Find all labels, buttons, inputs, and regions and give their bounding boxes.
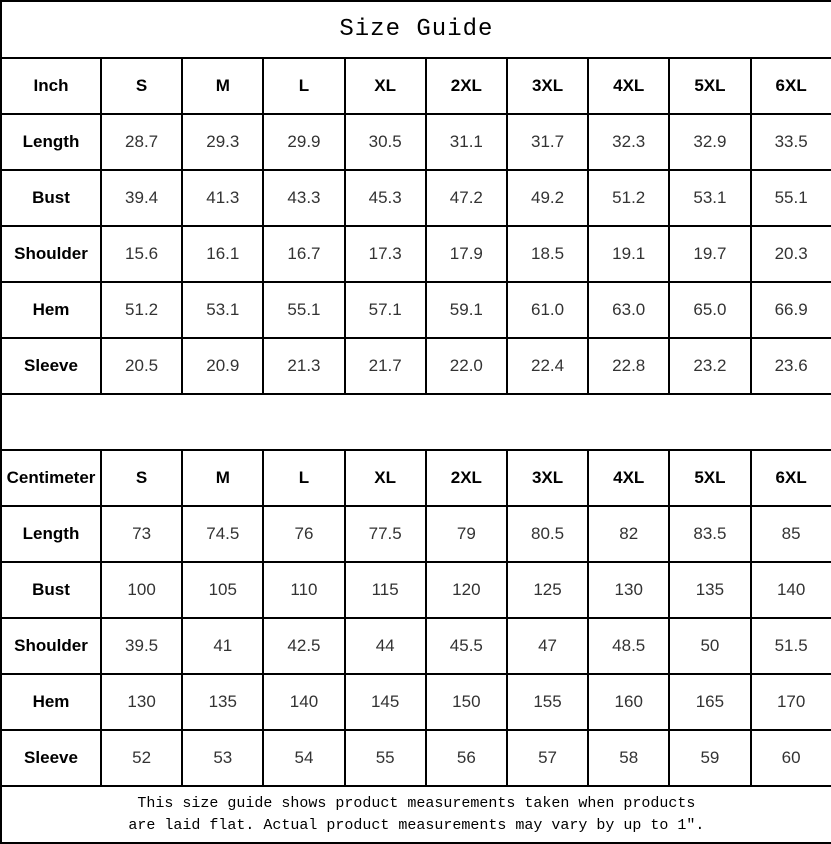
value-cell: 17.9	[426, 226, 507, 282]
row-label-cell: Bust	[1, 170, 101, 226]
value-cell: 41.3	[182, 170, 263, 226]
row-label-cell: Shoulder	[1, 226, 101, 282]
value-cell: 76	[263, 506, 344, 562]
value-cell: 77.5	[345, 506, 426, 562]
table-spacer-row	[1, 394, 831, 450]
value-cell: 115	[345, 562, 426, 618]
value-cell: 28.7	[101, 114, 182, 170]
centimeter-unit-header: Centimeter	[1, 450, 101, 506]
value-cell: 39.5	[101, 618, 182, 674]
value-cell: 45.3	[345, 170, 426, 226]
value-cell: 59.1	[426, 282, 507, 338]
value-cell: 31.1	[426, 114, 507, 170]
table-row	[1, 338, 831, 394]
value-cell: 32.3	[588, 114, 669, 170]
value-cell: 135	[669, 562, 750, 618]
value-cell: 48.5	[588, 618, 669, 674]
value-cell: 53.1	[182, 282, 263, 338]
size-header-cell: 2XL	[426, 450, 507, 506]
value-cell: 19.1	[588, 226, 669, 282]
row-label-cell: Hem	[1, 282, 101, 338]
footer-line-1: This size guide shows product measurements taken when products	[2, 793, 831, 815]
value-cell: 59	[669, 730, 750, 786]
value-cell: 47	[507, 618, 588, 674]
value-cell: 21.3	[263, 338, 344, 394]
value-cell: 165	[669, 674, 750, 730]
size-header-cell: 6XL	[751, 58, 831, 114]
value-cell: 49.2	[507, 170, 588, 226]
value-cell: 44	[345, 618, 426, 674]
title-row	[1, 1, 831, 58]
value-cell: 22.0	[426, 338, 507, 394]
value-cell: 21.7	[345, 338, 426, 394]
value-cell: 57	[507, 730, 588, 786]
value-cell: 63.0	[588, 282, 669, 338]
value-cell: 74.5	[182, 506, 263, 562]
inch-table-body	[1, 58, 831, 394]
table-row	[1, 674, 831, 730]
value-cell: 60	[751, 730, 831, 786]
table-row	[1, 618, 831, 674]
spacer-section	[1, 394, 831, 450]
table-row	[1, 506, 831, 562]
value-cell: 79	[426, 506, 507, 562]
row-label-cell: Length	[1, 114, 101, 170]
value-cell: 43.3	[263, 170, 344, 226]
value-cell: 125	[507, 562, 588, 618]
value-cell: 56	[426, 730, 507, 786]
value-cell: 42.5	[263, 618, 344, 674]
value-cell: 33.5	[751, 114, 831, 170]
size-header-cell: 3XL	[507, 450, 588, 506]
value-cell: 47.2	[426, 170, 507, 226]
value-cell: 65.0	[669, 282, 750, 338]
value-cell: 51.2	[101, 282, 182, 338]
value-cell: 30.5	[345, 114, 426, 170]
value-cell: 83.5	[669, 506, 750, 562]
value-cell: 53.1	[669, 170, 750, 226]
size-header-cell: 4XL	[588, 58, 669, 114]
value-cell: 41	[182, 618, 263, 674]
value-cell: 82	[588, 506, 669, 562]
value-cell: 55.1	[263, 282, 344, 338]
value-cell: 23.2	[669, 338, 750, 394]
value-cell: 140	[263, 674, 344, 730]
value-cell: 22.8	[588, 338, 669, 394]
value-cell: 80.5	[507, 506, 588, 562]
value-cell: 61.0	[507, 282, 588, 338]
footer-section	[1, 786, 831, 843]
value-cell: 130	[101, 674, 182, 730]
size-header-cell: 5XL	[669, 450, 750, 506]
value-cell: 20.3	[751, 226, 831, 282]
row-label-cell: Shoulder	[1, 618, 101, 674]
row-label-cell: Hem	[1, 674, 101, 730]
table-row	[1, 730, 831, 786]
value-cell: 66.9	[751, 282, 831, 338]
value-cell: 31.7	[507, 114, 588, 170]
size-header-cell: 2XL	[426, 58, 507, 114]
table-row	[1, 282, 831, 338]
footer-row	[1, 786, 831, 843]
value-cell: 105	[182, 562, 263, 618]
table-row	[1, 226, 831, 282]
size-header-cell: L	[263, 58, 344, 114]
size-header-cell: 5XL	[669, 58, 750, 114]
value-cell: 32.9	[669, 114, 750, 170]
value-cell: 170	[751, 674, 831, 730]
row-label-cell: Sleeve	[1, 338, 101, 394]
value-cell: 17.3	[345, 226, 426, 282]
value-cell: 135	[182, 674, 263, 730]
value-cell: 55	[345, 730, 426, 786]
row-label-cell: Sleeve	[1, 730, 101, 786]
value-cell: 58	[588, 730, 669, 786]
table-row	[1, 170, 831, 226]
value-cell: 51.5	[751, 618, 831, 674]
value-cell: 39.4	[101, 170, 182, 226]
value-cell: 19.7	[669, 226, 750, 282]
value-cell: 29.9	[263, 114, 344, 170]
table-row	[1, 562, 831, 618]
centimeter-header-row	[1, 450, 831, 506]
value-cell: 100	[101, 562, 182, 618]
value-cell: 18.5	[507, 226, 588, 282]
value-cell: 45.5	[426, 618, 507, 674]
value-cell: 130	[588, 562, 669, 618]
value-cell: 140	[751, 562, 831, 618]
value-cell: 85	[751, 506, 831, 562]
inch-unit-header: Inch	[1, 58, 101, 114]
value-cell: 57.1	[345, 282, 426, 338]
inch-header-row	[1, 58, 831, 114]
table-row	[1, 114, 831, 170]
size-header-cell: L	[263, 450, 344, 506]
size-header-cell: XL	[345, 58, 426, 114]
value-cell: 145	[345, 674, 426, 730]
value-cell: 16.7	[263, 226, 344, 282]
footer-note	[1, 786, 831, 843]
footer-line-2: are laid flat. Actual product measurements may vary by up to 1″.	[2, 815, 831, 837]
page-title: Size Guide	[1, 1, 831, 58]
size-header-cell: S	[101, 58, 182, 114]
centimeter-table-body	[1, 450, 831, 786]
value-cell: 16.1	[182, 226, 263, 282]
value-cell: 52	[101, 730, 182, 786]
value-cell: 54	[263, 730, 344, 786]
row-label-cell: Length	[1, 506, 101, 562]
value-cell: 110	[263, 562, 344, 618]
size-header-cell: 4XL	[588, 450, 669, 506]
value-cell: 50	[669, 618, 750, 674]
value-cell: 20.9	[182, 338, 263, 394]
value-cell: 55.1	[751, 170, 831, 226]
value-cell: 73	[101, 506, 182, 562]
size-header-cell: 3XL	[507, 58, 588, 114]
value-cell: 155	[507, 674, 588, 730]
size-header-cell: M	[182, 58, 263, 114]
size-header-cell: 6XL	[751, 450, 831, 506]
value-cell: 22.4	[507, 338, 588, 394]
value-cell: 53	[182, 730, 263, 786]
title-section	[1, 1, 831, 58]
value-cell: 150	[426, 674, 507, 730]
value-cell: 51.2	[588, 170, 669, 226]
value-cell: 160	[588, 674, 669, 730]
size-header-cell: M	[182, 450, 263, 506]
size-header-cell: S	[101, 450, 182, 506]
value-cell: 120	[426, 562, 507, 618]
value-cell: 15.6	[101, 226, 182, 282]
size-header-cell: XL	[345, 450, 426, 506]
value-cell: 29.3	[182, 114, 263, 170]
value-cell: 23.6	[751, 338, 831, 394]
table-spacer	[1, 394, 831, 450]
value-cell: 20.5	[101, 338, 182, 394]
row-label-cell: Bust	[1, 562, 101, 618]
